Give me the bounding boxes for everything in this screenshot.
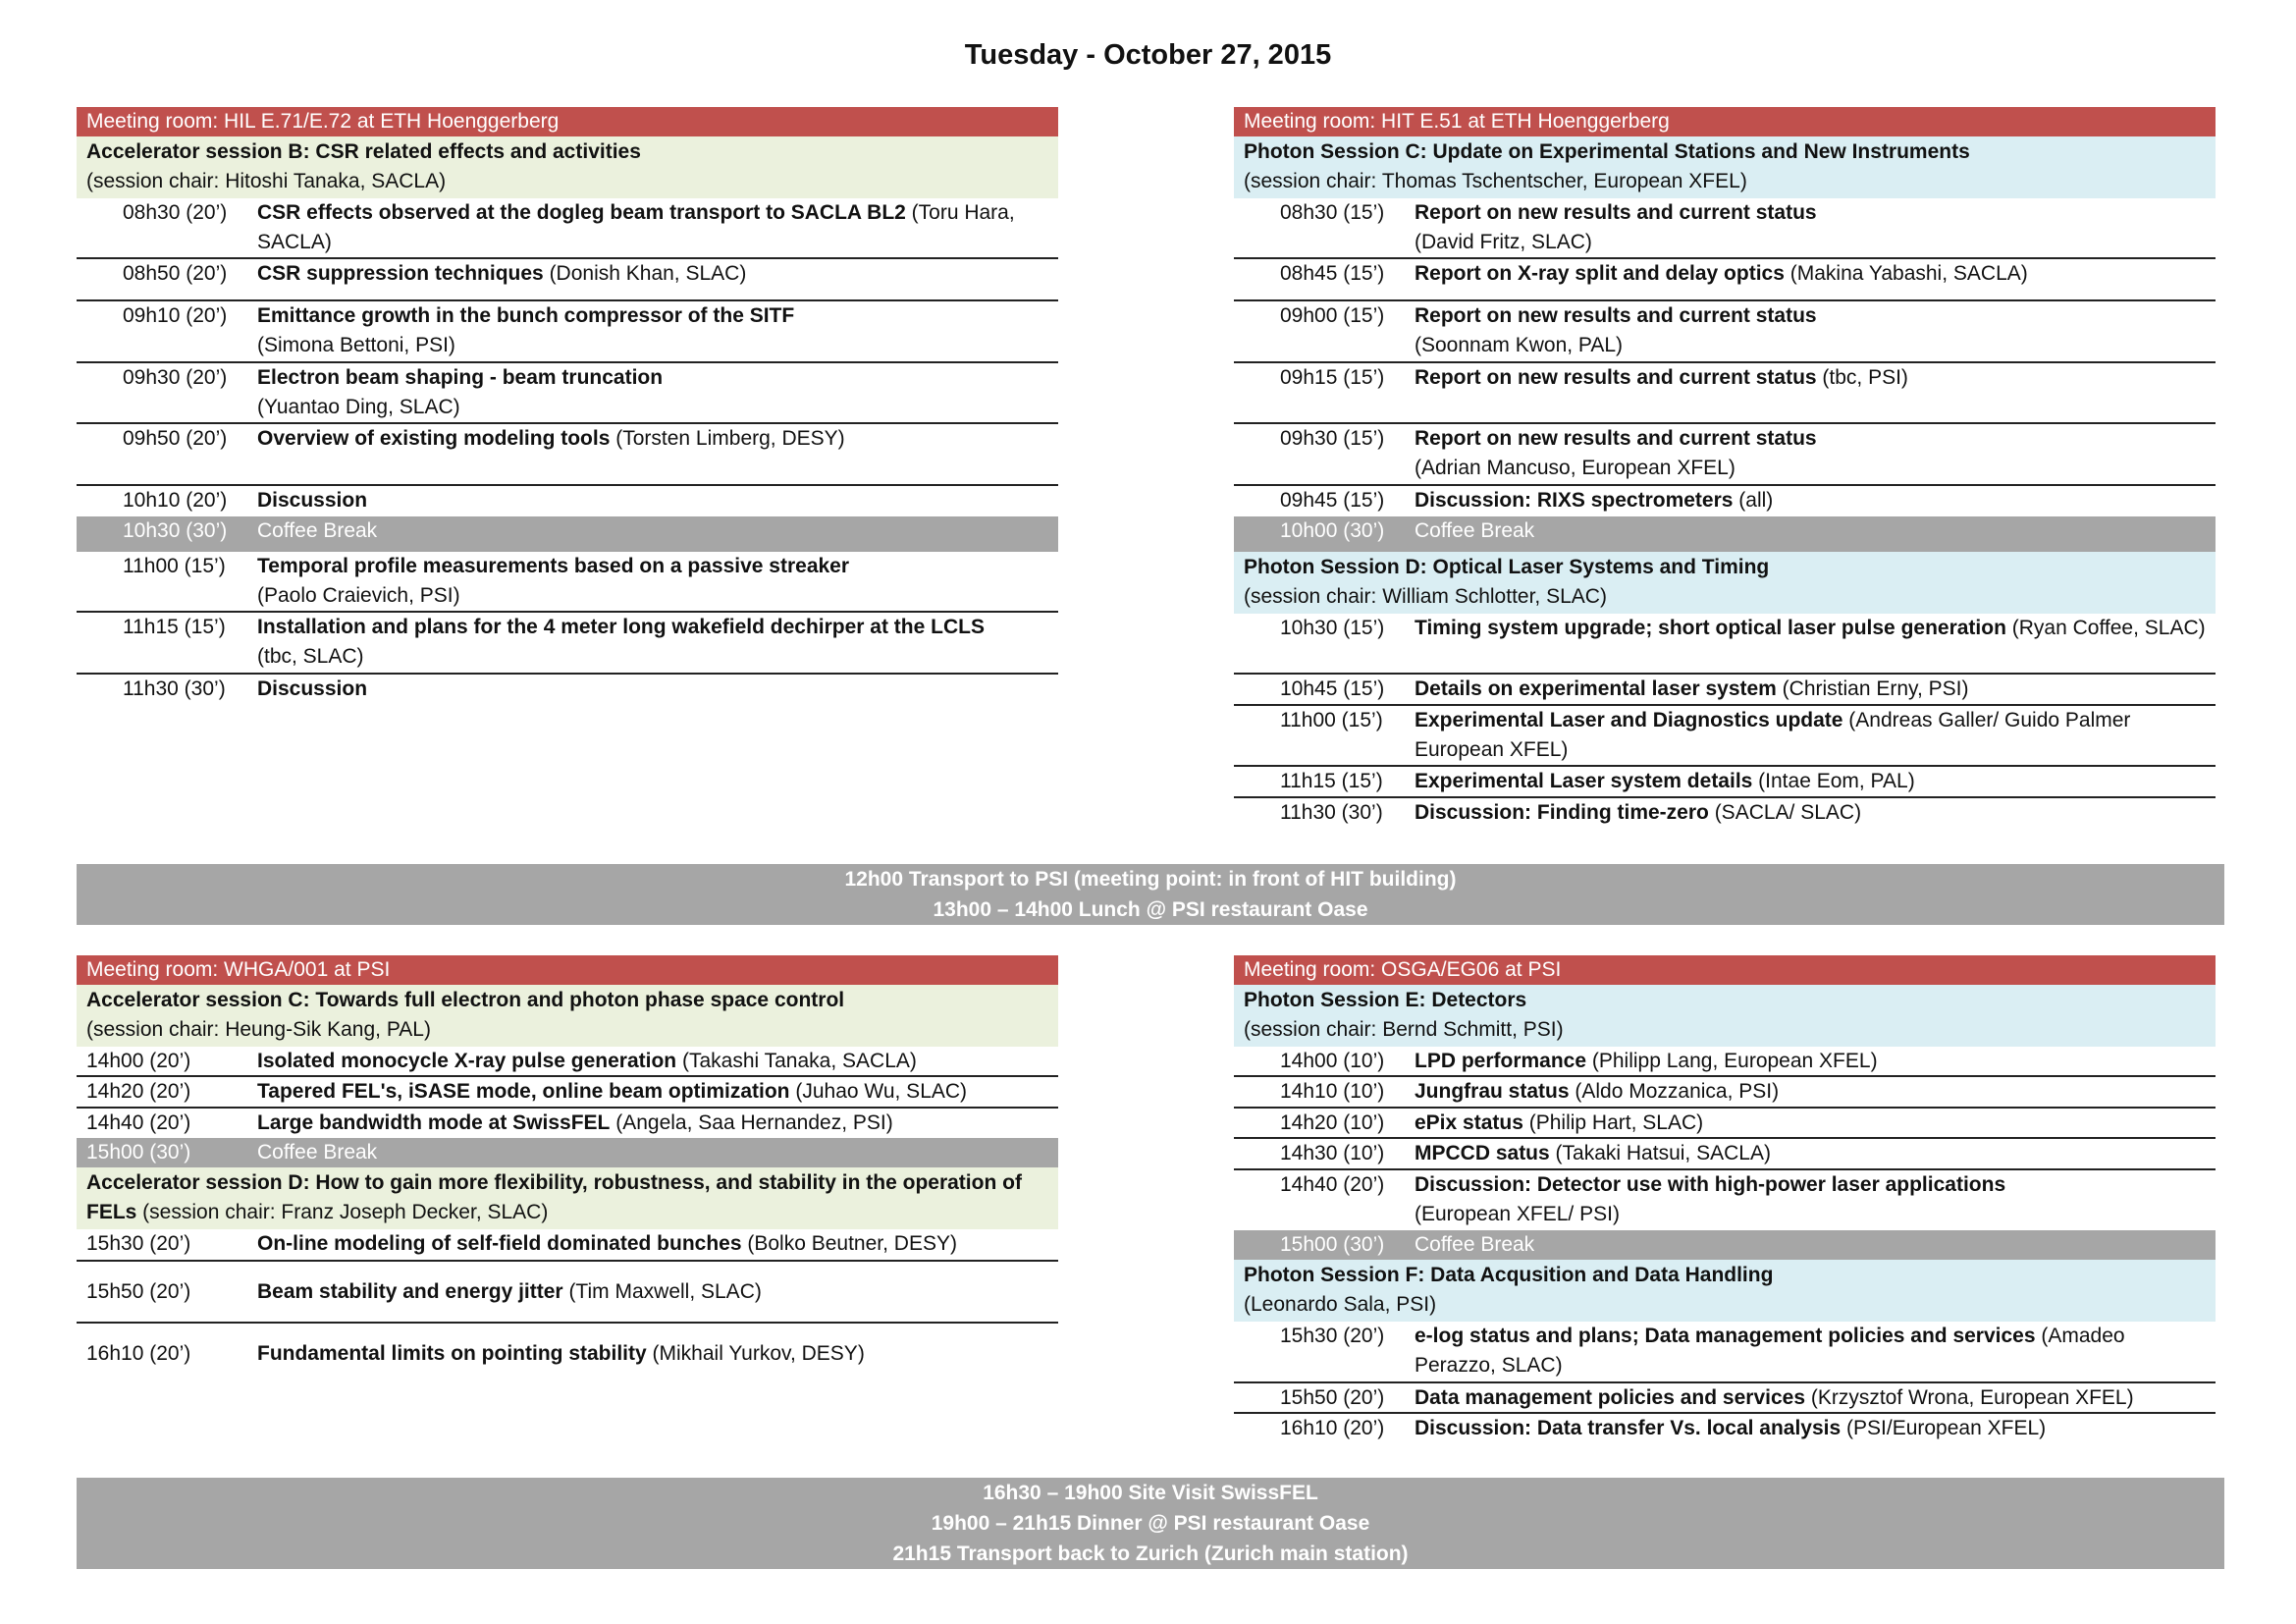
talk-speaker: (Krzysztof Wrona, European XFEL) (1805, 1386, 2134, 1409)
talk-time: 14h10 (10’) (1280, 1080, 1385, 1103)
talk-title: Fundamental limits on pointing stability (257, 1342, 647, 1365)
talk-row (1234, 1414, 2216, 1444)
talk-row (1234, 1383, 2216, 1414)
session-header (77, 136, 1058, 198)
session-chair: (session chair: Hitoshi Tanaka, SACLA) (86, 170, 447, 192)
talk-text (257, 675, 1058, 705)
talk-text (1415, 1414, 2216, 1444)
talk-row (77, 1262, 1058, 1324)
talk-time: 09h00 (15’) (1280, 304, 1385, 327)
talk-speaker: (Takashi Tanaka, SACLA) (676, 1050, 917, 1072)
talk-row (1234, 675, 2216, 706)
talk-row (1234, 301, 2216, 363)
talk-row (1234, 1109, 2216, 1139)
talk-speaker: (Intae Eom, PAL) (1752, 770, 1915, 792)
talk-speaker: (Angela, Saa Hernandez, PSI) (610, 1111, 893, 1134)
talk-title: Report on new results and current status (1415, 366, 1817, 389)
meeting-room-header: Meeting room: HIT E.51 at ETH Hoenggerberg (1234, 107, 2216, 136)
talk-row (77, 363, 1058, 424)
talk-row (1234, 486, 2216, 516)
site-visit-dinner-banner (77, 1478, 2224, 1569)
meeting-room-header: Meeting room: OSGA/EG06 at PSI (1234, 955, 2216, 985)
talk-title: Details on experimental laser system (1415, 677, 1777, 700)
session-header (1234, 552, 2216, 614)
banner-line: 21h15 Transport back to Zurich (Zurich main station) (892, 1543, 1409, 1565)
talk-speaker: (Andreas Galler/ Guido Palmer European XFEL) (1415, 709, 2131, 761)
talk-row (1234, 198, 2216, 259)
talk-text (1415, 1322, 2216, 1381)
talk-text (1415, 1383, 2216, 1412)
talk-title: Discussion: RIXS spectrometers (1415, 489, 1734, 512)
talk-speaker: (Makina Yabashi, SACLA) (1784, 262, 2028, 285)
banner-line: 12h00 Transport to PSI (meeting point: in front of HIT building) (844, 868, 1457, 891)
talk-speaker: (SACLA/ SLAC) (1708, 801, 1862, 824)
talk-text (257, 1229, 1058, 1260)
talk-time: 09h30 (20’) (123, 366, 228, 389)
talk-text (1415, 1109, 2216, 1137)
talk-text (1415, 424, 2216, 484)
talk-title: Discussion: Detector use with high-power laser applications (1415, 1173, 2006, 1196)
talk-time: 09h45 (15’) (1280, 489, 1385, 512)
talk-title: Experimental Laser system details (1415, 770, 1753, 792)
talk-speaker: (Torsten Limberg, DESY) (610, 427, 845, 450)
session-chair: (session chair: Heung-Sik Kang, PAL) (86, 1018, 431, 1041)
talk-text (257, 363, 1058, 422)
talk-speaker: (European XFEL/ PSI) (1415, 1203, 1620, 1225)
talk-time: 09h30 (15’) (1280, 427, 1385, 450)
talk-row (1234, 1322, 2216, 1383)
talk-time: 08h30 (20’) (123, 201, 228, 224)
session-header (77, 1167, 1058, 1229)
banner-line: 13h00 – 14h00 Lunch @ PSI restaurant Oase (933, 898, 1368, 921)
talk-title: Coffee Break (257, 1141, 378, 1164)
session-title: Accelerator session C: Towards full electron and photon phase space control (86, 989, 845, 1011)
talk-title: Temporal profile measurements based on a passive streaker (257, 555, 850, 577)
schedule-block-hil (77, 107, 1058, 705)
talk-text (257, 1277, 1058, 1307)
talk-time: 16h10 (20’) (86, 1342, 191, 1365)
talk-row (1234, 363, 2216, 424)
talk-time: 08h30 (15’) (1280, 201, 1385, 224)
talk-text (257, 613, 1058, 673)
talk-text (1415, 798, 2216, 829)
talk-speaker: (Takaki Hatsui, SACLA) (1549, 1142, 1771, 1164)
talk-speaker: (Simona Bettoni, PSI) (257, 334, 455, 356)
talk-title: Isolated monocycle X-ray pulse generation (257, 1050, 677, 1072)
talk-title: Overview of existing modeling tools (257, 427, 611, 450)
talk-speaker: (Adrian Mancuso, European XFEL) (1415, 457, 1735, 479)
talk-time: 14h20 (20’) (86, 1080, 191, 1103)
talk-title: Electron beam shaping - beam truncation (257, 366, 664, 389)
talk-speaker: (Mikhail Yurkov, DESY) (646, 1342, 865, 1365)
talk-text (1415, 614, 2216, 673)
talk-time: 10h00 (30’) (1280, 519, 1385, 542)
talk-title: Report on new results and current status (1415, 201, 1817, 224)
talk-title: Tapered FEL's, iSASE mode, online beam optimization (257, 1080, 790, 1103)
talk-text (1415, 259, 2216, 299)
talk-text (1415, 1230, 2216, 1260)
session-title: Accelerator session D: How to gain more flexibility, robustness, and stability in the operation of FELs (86, 1171, 1022, 1223)
talk-text (257, 1138, 1058, 1167)
talk-row (77, 198, 1058, 259)
talk-time: 14h40 (20’) (1280, 1173, 1385, 1196)
talk-time: 15h50 (20’) (1280, 1386, 1385, 1409)
talk-title: Installation and plans for the 4 meter long wakefield dechirper at the LCLS (257, 616, 985, 638)
talk-text (257, 486, 1058, 516)
talk-text (1415, 363, 2216, 422)
talk-time: 10h10 (20’) (123, 489, 228, 512)
talk-title: Report on X-ray split and delay optics (1415, 262, 1785, 285)
talk-row (1234, 1139, 2216, 1170)
session-header (1234, 1260, 2216, 1322)
session-header (77, 985, 1058, 1047)
talk-time: 11h30 (30’) (123, 677, 226, 700)
talk-row (77, 301, 1058, 363)
talk-text (1415, 1077, 2216, 1107)
talk-time: 14h00 (20’) (86, 1050, 191, 1072)
session-title: Photon Session D: Optical Laser Systems and Timing (1244, 556, 1770, 578)
session-title: Accelerator session B: CSR related effects and activities (86, 140, 641, 163)
talk-time: 15h30 (20’) (1280, 1325, 1385, 1347)
talk-time: 09h15 (15’) (1280, 366, 1385, 389)
talk-time: 10h30 (30’) (123, 519, 228, 542)
talk-row (77, 424, 1058, 486)
coffee-break-row (1234, 516, 2216, 552)
talk-text (257, 259, 1058, 299)
talk-text (257, 301, 1058, 361)
talk-row (1234, 424, 2216, 486)
session-header (1234, 985, 2216, 1047)
talk-row (77, 1077, 1058, 1109)
talk-row (1234, 767, 2216, 798)
coffee-break-row (77, 1138, 1058, 1167)
talk-speaker: (PSI/European XFEL) (1841, 1417, 2047, 1439)
talk-text (1415, 675, 2216, 704)
talk-row (77, 1047, 1058, 1077)
talk-time: 09h50 (20’) (123, 427, 228, 450)
talk-title: Discussion: Finding time-zero (1415, 801, 1709, 824)
talk-text (1415, 486, 2216, 516)
transport-lunch-banner (77, 864, 2224, 925)
talk-text (257, 1077, 1058, 1107)
talk-title: ePix status (1415, 1111, 1523, 1134)
talk-title: Timing system upgrade; short optical laser pulse generation (1415, 617, 2006, 639)
talk-speaker: (Aldo Mozzanica, PSI) (1569, 1080, 1780, 1103)
talk-time: 11h00 (15’) (1280, 709, 1383, 731)
talk-text (1415, 516, 2216, 552)
talk-text (1415, 706, 2216, 765)
talk-speaker: (Philipp Lang, European XFEL) (1586, 1050, 1878, 1072)
talk-speaker: (Juhao Wu, SLAC) (789, 1080, 968, 1103)
session-title: Photon Session C: Update on Experimental Stations and New Instruments (1244, 140, 1970, 163)
talk-text (1415, 1139, 2216, 1168)
talk-speaker: (tbc, SLAC) (257, 645, 364, 668)
talk-speaker: (Ryan Coffee, SLAC) (2005, 617, 2206, 639)
talk-text (1415, 301, 2216, 361)
talk-row (1234, 1077, 2216, 1109)
talk-time: 09h10 (20’) (123, 304, 228, 327)
talk-row (1234, 614, 2216, 675)
talk-speaker: (Tim Maxwell, SLAC) (562, 1279, 762, 1303)
talk-row (77, 259, 1058, 301)
talk-text (1415, 198, 2216, 257)
session-chair: (Leonardo Sala, PSI) (1244, 1293, 1437, 1316)
session-title: Photon Session E: Detectors (1244, 989, 1527, 1011)
talk-text (1415, 1170, 2216, 1230)
talk-time: 11h30 (30’) (1280, 801, 1383, 824)
talk-time: 15h50 (20’) (86, 1279, 191, 1303)
talk-time: 10h30 (15’) (1280, 617, 1385, 639)
talk-row (77, 1109, 1058, 1138)
talk-time: 14h20 (10’) (1280, 1111, 1385, 1134)
talk-row (77, 613, 1058, 675)
talk-title: e-log status and plans; Data management policies and services (1415, 1325, 2036, 1347)
talk-speaker: (Bolko Beutner, DESY) (741, 1232, 957, 1255)
talk-time: 08h50 (20’) (123, 262, 228, 285)
talk-title: Discussion (257, 489, 368, 512)
session-chair: (session chair: Bernd Schmitt, PSI) (1244, 1018, 1564, 1041)
talk-text (257, 424, 1058, 484)
talk-row (77, 486, 1058, 516)
talk-title: Experimental Laser and Diagnostics update (1415, 709, 1843, 731)
session-chair: (session chair: Thomas Tschentscher, European XFEL) (1244, 170, 1747, 192)
talk-title: Discussion (257, 677, 368, 700)
talk-text (257, 552, 1058, 611)
talk-title: Discussion: Data transfer Vs. local analysis (1415, 1417, 1842, 1439)
talk-speaker: (Donish Khan, SLAC) (543, 262, 747, 285)
banner-line: 16h30 – 19h00 Site Visit SwissFEL (983, 1482, 1318, 1504)
talk-row (1234, 1170, 2216, 1230)
talk-time: 08h45 (15’) (1280, 262, 1385, 285)
talk-title: Large bandwidth mode at SwissFEL (257, 1111, 611, 1134)
talk-time: 16h10 (20’) (1280, 1417, 1385, 1439)
coffee-break-row (77, 516, 1058, 552)
talk-title: Emittance growth in the bunch compressor of the SITF (257, 304, 795, 327)
talk-time: 15h00 (30’) (1280, 1233, 1385, 1256)
talk-title: Report on new results and current status (1415, 427, 1817, 450)
talk-row (1234, 706, 2216, 767)
talk-row (77, 1229, 1058, 1262)
talk-row (77, 675, 1058, 705)
talk-time: 15h30 (20’) (86, 1232, 191, 1255)
talk-text (257, 516, 1058, 552)
talk-speaker: (all) (1733, 489, 1774, 512)
talk-time: 11h00 (15’) (123, 555, 226, 577)
talk-title: Coffee Break (1415, 1233, 1535, 1256)
schedule-block-whga (77, 955, 1058, 1384)
talk-time: 14h40 (20’) (86, 1111, 191, 1134)
talk-text (257, 1339, 1058, 1369)
banner-line: 19h00 – 21h15 Dinner @ PSI restaurant Oase (931, 1512, 1370, 1535)
session-header (1234, 136, 2216, 198)
schedule-block-hit (1234, 107, 2216, 829)
talk-row (1234, 1047, 2216, 1077)
talk-speaker: (Soonnam Kwon, PAL) (1415, 334, 1624, 356)
talk-time: 11h15 (15’) (1280, 770, 1383, 792)
session-title: Photon Session F: Data Acqusition and Data Handling (1244, 1264, 1774, 1286)
talk-title: Beam stability and energy jitter (257, 1279, 563, 1303)
talk-row (1234, 259, 2216, 301)
talk-title: MPCCD satus (1415, 1142, 1550, 1164)
talk-title: LPD performance (1415, 1050, 1587, 1072)
talk-title: Report on new results and current status (1415, 304, 1817, 327)
talk-speaker: (Toru Hara, SACLA) (257, 201, 1015, 253)
talk-row (77, 552, 1058, 613)
talk-title: On-line modeling of self-field dominated bunches (257, 1232, 742, 1255)
talk-row (77, 1324, 1058, 1384)
talk-title: Coffee Break (1415, 519, 1535, 542)
talk-speaker: (tbc, PSI) (1816, 366, 1908, 389)
talk-text (1415, 1047, 2216, 1075)
session-chair: (session chair: Franz Joseph Decker, SLAC) (136, 1201, 549, 1223)
talk-text (1415, 767, 2216, 796)
schedule-block-osga (1234, 955, 2216, 1444)
talk-time: 15h00 (30’) (86, 1141, 191, 1164)
talk-title: Data management policies and services (1415, 1386, 1806, 1409)
talk-text (257, 1047, 1058, 1075)
talk-time: 14h00 (10’) (1280, 1050, 1385, 1072)
coffee-break-row (1234, 1230, 2216, 1260)
session-chair: (session chair: William Schlotter, SLAC) (1244, 585, 1607, 608)
talk-time: 11h15 (15’) (123, 616, 226, 638)
talk-speaker: (Paolo Craievich, PSI) (257, 584, 460, 607)
talk-title: Coffee Break (257, 519, 378, 542)
meeting-room-header: Meeting room: HIL E.71/E.72 at ETH Hoenggerberg (77, 107, 1058, 136)
talk-text (257, 198, 1058, 257)
talk-speaker: (Amadeo Perazzo, SLAC) (1415, 1325, 2125, 1377)
talk-speaker: (Philip Hart, SLAC) (1522, 1111, 1704, 1134)
talk-time: 14h30 (10’) (1280, 1142, 1385, 1164)
talk-speaker: (Christian Erny, PSI) (1776, 677, 1969, 700)
talk-row (1234, 798, 2216, 829)
talk-speaker: (David Fritz, SLAC) (1415, 231, 1592, 253)
talk-speaker: (Yuantao Ding, SLAC) (257, 396, 460, 418)
talk-time: 10h45 (15’) (1280, 677, 1385, 700)
page-title: Tuesday - October 27, 2015 (964, 39, 1332, 71)
meeting-room-header: Meeting room: WHGA/001 at PSI (77, 955, 1058, 985)
talk-title: CSR effects observed at the dogleg beam transport to SACLA BL2 (257, 201, 906, 224)
talk-text (257, 1109, 1058, 1138)
talk-title: Jungfrau status (1415, 1080, 1570, 1103)
talk-title: CSR suppression techniques (257, 262, 544, 285)
